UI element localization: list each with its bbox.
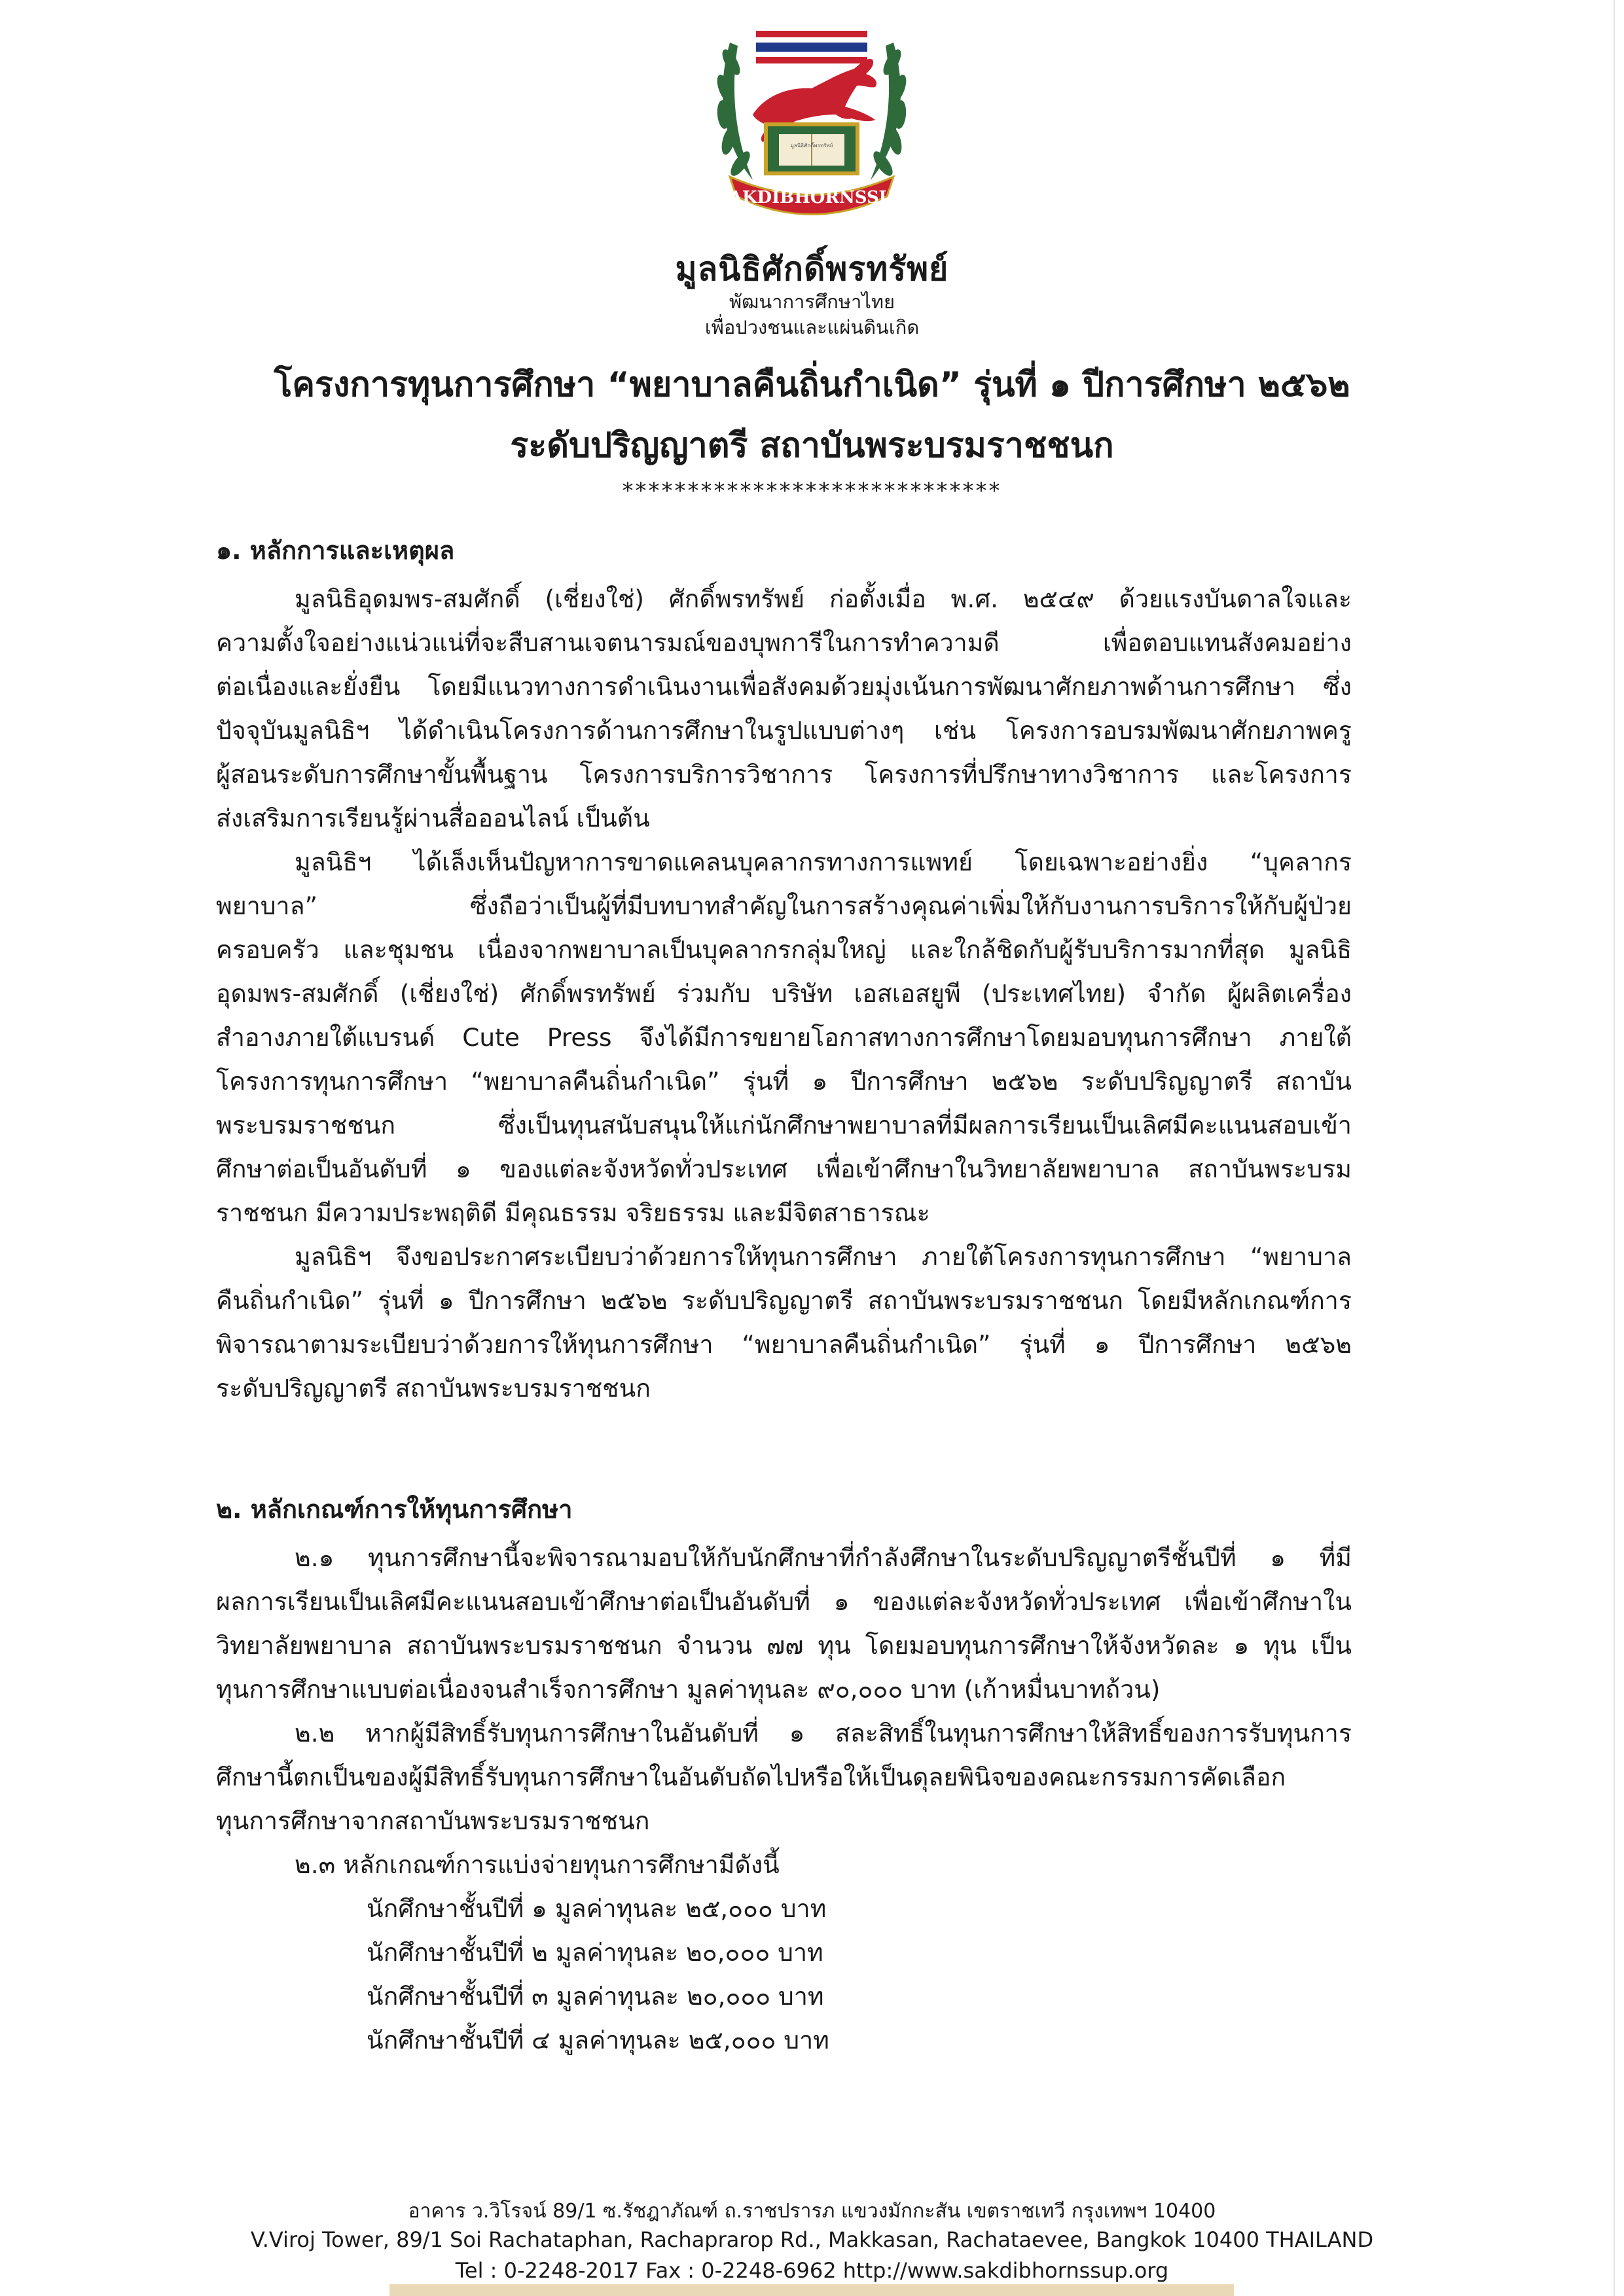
section-1-line: มูลนิธิฯ จึงขอประกาศระเบียบว่าด้วยการให้ทุนการศึกษา ภายใต้โครงการทุนการศึกษา “พยาบาล <box>295 1242 1352 1271</box>
footer-bar <box>389 2284 1234 2296</box>
allocation-year-3: นักศึกษาชั้นปีที่ ๓ มูลค่าทุนละ ๒๐,๐๐๐ บาท <box>367 1982 824 2011</box>
foundation-logo <box>691 16 933 226</box>
banner-ribbon-icon <box>717 177 907 215</box>
section-1-line: ราชชนก มีความประพฤติดี มีคุณธรรม จริยธรรม และมีจิตสาธารณะ <box>216 1198 930 1227</box>
title-separator: ***************************** <box>622 478 1002 504</box>
section-1-line: ครอบครัว และชุมชน เนื่องจากพยาบาลเป็นบุคลากรกลุ่มใหญ่ และใกล้ชิดกับผู้รับบริการมากที่สุด มูลนิธิ <box>216 935 1352 964</box>
section-1-line: อุดมพร-สมศักดิ์ (เชี่ยงใช่) ศักดิ์พรทรัพย์ ร่วมกับ บริษัท เอสเอสยูพี (ประเทศไทย) จำกัด ผู้ผลิตเครื่อง <box>216 979 1352 1008</box>
section-1-line: ผู้สอนระดับการศึกษาขั้นพื้นฐาน โครงการบริการวิชาการ โครงการที่ปรึกษาทางวิชาการ และโครงการ <box>216 760 1352 789</box>
section-1-line: ความตั้งใจอย่างแน่วแน่ที่จะสืบสานเจตนารมณ์ของบุพการีในการทำความดี เพื่อตอบแทนสังคมอย่าง <box>216 628 1352 657</box>
section-2-line: ผลการเรียนเป็นเลิศมีคะแนนสอบเข้าศึกษาต่อเป็นอันดับที่ ๑ ของแต่ละจังหวัดทั่วประเทศ เพื่อเข้าศึกษาใน <box>216 1587 1352 1616</box>
flag-stripes-icon <box>756 31 867 63</box>
allocation-year-1: นักศึกษาชั้นปีที่ ๑ มูลค่าทุนละ ๒๕,๐๐๐ บาท <box>367 1894 827 1923</box>
section-1-line: โครงการทุนการศึกษา “พยาบาลคืนถิ่นกำเนิด” รุ่นที่ ๑ ปีการศึกษา ๒๕๖๒ ระดับปริญญาตรี สถาบัน <box>216 1067 1352 1096</box>
logo-banner-text: SAKDIBHORNSSUP <box>716 188 907 207</box>
logo-book-text: มูลนิธิศักดิ์พรทรัพย์ <box>790 143 833 149</box>
section-1-line: ส่งเสริมการเรียนรู้ผ่านสื่อออนไลน์ เป็นต้น <box>216 804 650 833</box>
footer-contact: Tel : 0-2248-2017 Fax : 0-2248-6962 http://www.sakdibhornssup.org <box>455 2258 1169 2283</box>
footer-address-english: V.Viroj Tower, 89/1 Soi Rachataphan, Rachaprarop Rd., Makkasan, Rachataevee, Bangkok 10400 THAILAND <box>250 2227 1374 2252</box>
section-1-line: คืนถิ่นกำเนิด” รุ่นที่ ๑ ปีการศึกษา ๒๕๖๒ ระดับปริญญาตรี สถาบันพระบรมราชชนก โดยมีหลักเกณฑ์การ <box>216 1286 1352 1315</box>
footer-address-thai: อาคาร ว.วิโรจน์ 89/1 ซ.รัชฎาภัณฑ์ ถ.ราชปรารภ แขวงมักกะสัน เขตราชเทวี กรุงเทพฯ 10400 <box>408 2200 1216 2223</box>
document-title-line-1: โครงการทุนการศึกษา “พยาบาลคืนถิ่นกำเนิด” รุ่นที่ ๑ ปีการศึกษา ๒๕๖๒ <box>274 365 1350 404</box>
section-2-line: ทุนการศึกษาแบบต่อเนื่องจนสำเร็จการศึกษา มูลค่าทุนละ ๙๐,๐๐๐ บาท (เก้าหมื่นบาทถ้วน) <box>216 1675 1161 1704</box>
document-title-line-2: ระดับปริญญาตรี สถาบันพระบรมราชชนก <box>510 426 1114 465</box>
section-1-line: สำอางภายใต้แบรนด์ Cute Press จึงได้มีการขยายโอกาสทางการศึกษาโดยมอบทุนการศึกษา ภายใต้ <box>216 1023 1352 1052</box>
page-edge <box>1614 0 1615 2296</box>
section-2-line: ศึกษานี้ตกเป็นของผู้มีสิทธิ์รับทุนการศึกษาในอันดับถัดไปหรือให้เป็นดุลยพินิจของคณะกรรมการคัดเลือก <box>216 1763 1286 1791</box>
section-2-line: ทุนการศึกษาจากสถาบันพระบรมราชชนก <box>216 1806 650 1835</box>
section-2-line: ๒.๑ ทุนการศึกษานี้จะพิจารณามอบให้กับนักศึกษาที่กำลังศึกษาในระดับปริญญาตรีชั้นปีที่ ๑ ที่มี <box>295 1543 1352 1572</box>
section-1-line: ระดับปริญญาตรี สถาบันพระบรมราชชนก <box>216 1374 651 1403</box>
section-1-line: พิจารณาตามระเบียบว่าด้วยการให้ทุนการศึกษา “พยาบาลคืนถิ่นกำเนิด” รุ่นที่ ๑ ปีการศึกษา ๒๕๖๒ <box>216 1330 1352 1359</box>
allocation-year-2: นักศึกษาชั้นปีที่ ๒ มูลค่าทุนละ ๒๐,๐๐๐ บาท <box>367 1938 823 1967</box>
allocation-year-4: นักศึกษาชั้นปีที่ ๔ มูลค่าทุนละ ๒๕,๐๐๐ บาท <box>367 2026 829 2054</box>
section-1-line: มูลนิธิอุดมพร-สมศักดิ์ (เชี่ยงใช่) ศักดิ์พรทรัพย์ ก่อตั้งเมื่อ พ.ศ. ๒๕๔๙ ด้วยแรงบันดาลใจและ <box>295 584 1352 613</box>
section-2-title: ๒. หลักเกณฑ์การให้ทุนการศึกษา <box>216 1495 573 1524</box>
section-1-line: ต่อเนื่องและยั่งยืน โดยมีแนวทางการดำเนินงานเพื่อสังคมด้วยมุ่งเน้นการพัฒนาศักยภาพด้านการศึกษา ซึ่ง <box>216 672 1352 701</box>
section-2-line: ๒.๓ หลักเกณฑ์การแบ่งจ่ายทุนการศึกษามีดังนี้ <box>295 1850 780 1879</box>
foundation-name: มูลนิธิศักดิ์พรทรัพย์ <box>675 250 949 288</box>
logo-emblem-icon <box>691 16 933 226</box>
section-1-line: พยาบาล” ซึ่งถือว่าเป็นผู้ที่มีบทบาทสำคัญในการสร้างคุณค่าเพิ่มให้กับงานการบริการให้กับผู้ป่วย <box>216 891 1352 920</box>
section-1-line: ศึกษาต่อเป็นอันดับที่ ๑ ของแต่ละจังหวัดทั่วประเทศ เพื่อเข้าศึกษาในวิทยาลัยพยาบาล สถาบันพระบรม <box>216 1155 1352 1183</box>
section-1-line: ปัจจุบันมูลนิธิฯ ได้ดำเนินโครงการด้านการศึกษาในรูปแบบต่างๆ เช่น โครงการอบรมพัฒนาศักยภาพครู <box>216 716 1352 745</box>
foundation-tagline-2: เพื่อปวงชนและแผ่นดินเกิด <box>704 316 920 338</box>
section-1-title: ๑. หลักการและเหตุผล <box>216 536 455 565</box>
section-1-line: มูลนิธิฯ ได้เล็งเห็นปัญหาการขาดแคลนบุคลากรทางการแพทย์ โดยเฉพาะอย่างยิ่ง “บุคลากร <box>295 848 1352 876</box>
section-2-line: วิทยาลัยพยาบาล สถาบันพระบรมราชชนก จำนวน ๗๗ ทุน โดยมอบทุนการศึกษาให้จังหวัดละ ๑ ทุน เป็น <box>216 1631 1352 1660</box>
section-2-line: ๒.๒ หากผู้มีสิทธิ์รับทุนการศึกษาในอันดับที่ ๑ สละสิทธิ์ในทุนการศึกษาให้สิทธิ์ของการรับทุนการ <box>295 1719 1352 1748</box>
section-1-line: พระบรมราชชนก ซึ่งเป็นทุนสนับสนุนให้แก่นักศึกษาพยาบาลที่มีผลการเรียนเป็นเลิศมีคะแนนสอบเข้า <box>216 1111 1352 1139</box>
foundation-tagline-1: พัฒนาการศึกษาไทย <box>729 291 895 313</box>
book-shield-icon <box>766 124 857 173</box>
